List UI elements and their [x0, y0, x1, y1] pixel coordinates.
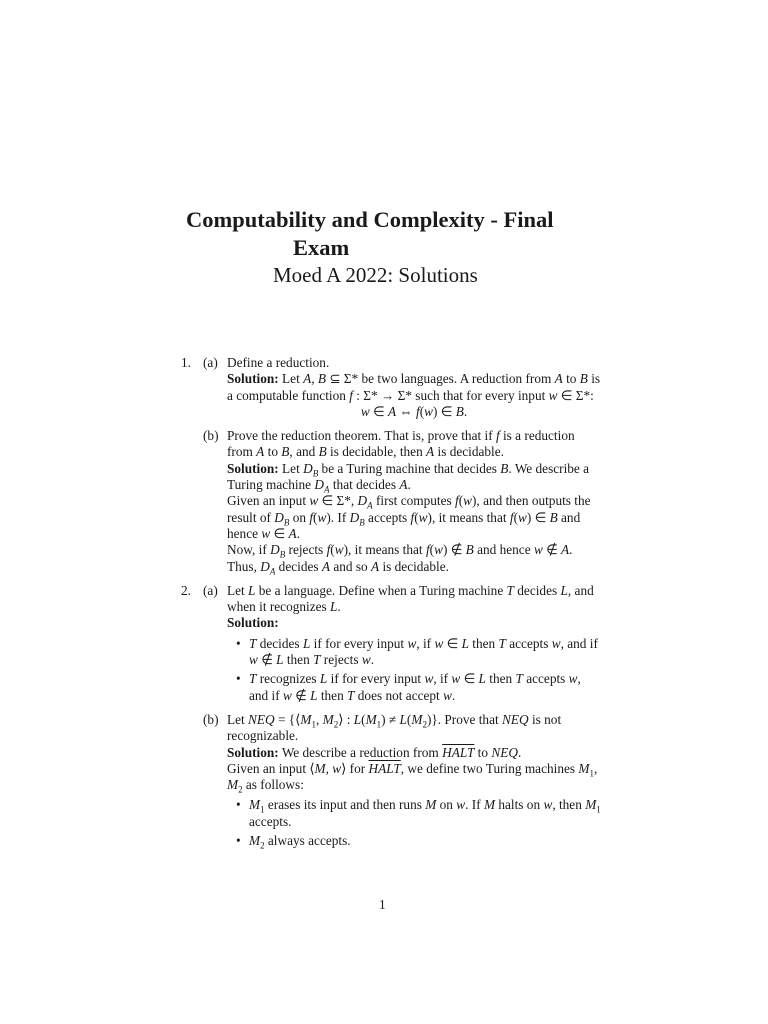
solution-label: Solution: — [227, 460, 279, 476]
part-label: (b) — [203, 428, 219, 444]
question-2b-prompt: Let NEQ = {$⟨M_1$, $M_2⟩$ : $L(M_1) \ne L(M_2)$}. Prove that NEQ is not recognizable. — [227, 711, 562, 744]
definition-list — [227, 636, 601, 704]
title-line-2: Exam — [293, 235, 350, 260]
part-label: (b) — [203, 711, 219, 727]
question-1b-prompt: Prove the reduction theorem. That is, prove that if f is a reduction from A to B, and B is decidable, then A is decidable. — [227, 428, 575, 460]
part-label: (a) — [203, 582, 218, 598]
question-1a-prompt: Define a reduction. — [227, 355, 330, 370]
document-body — [181, 355, 601, 857]
question-1 — [181, 355, 601, 575]
question-1-number: 1. — [181, 355, 191, 370]
question-2-number: 2. — [181, 582, 191, 598]
list-item: • T decides L if for every input w, if w ∈ L then T accepts w, and if w ∉ L then T rejects w. — [249, 636, 601, 669]
question-1a-solution: Solution: Let A, B ⊆ Σ* be two languages. A reduction from A to B is a computable function f : Σ* → Σ* such that for every input w ∈ Σ*: — [227, 371, 601, 403]
solution-label: Solution: — [227, 615, 279, 631]
question-1b — [203, 428, 601, 577]
question-2a-prompt: Let L be a language. Define when a Turing machine T decides L, and when it recognizes L. — [227, 582, 594, 615]
question-2a — [203, 582, 601, 704]
question-2b — [203, 711, 601, 851]
question-1a — [203, 355, 601, 420]
document-title — [186, 206, 606, 262]
question-2b-solution: Solution: We describe a reduction from HALT to NEQ. Given an input ⟨M, w⟩ for HALT, we define two Turing machines $M_1$, $M_2$ as follows: • $M_1$ erases its input and then runs M on w. If M halts on w, then $M_1$ accepts. • $M_2$ always accepts. — [227, 745, 601, 850]
question-2a-solution — [227, 615, 601, 703]
solution-label: Solution: — [227, 744, 279, 760]
list-item: • $M_1$ erases its input and then runs M on w. If M halts on w, then $M_1$ accepts. — [249, 797, 601, 830]
title-line-1: Computability and Complexity - Final — [186, 207, 554, 232]
list-item: • $M_2$ always accepts. — [249, 833, 601, 849]
reduction-formula: w ∈ A ⇔ f(w) ∈ B. — [360, 403, 468, 419]
page-number: 1 — [379, 897, 386, 912]
machine-list — [227, 797, 601, 849]
question-1b-solution: Solution: Let $D_B$ be a Turing machine that decides B. We describe a Turing machine $D_A$ that decides A. Given an input w ∈ Σ*, $D_A$ first computes f(w), and then outputs the result of $D_B$ on f(w). If $D_B$ accepts f(w), it means that f(w) ∈ B and hence w ∈ A. Now, if $D_B$ rejects f(w), it means that f(w) ∉ B and hence w ∉ A. Thus, $D_A$ decides A and so A is decidable. — [227, 460, 591, 577]
question-2 — [181, 583, 601, 849]
solution-label: Solution: — [227, 371, 279, 387]
part-label: (a) — [203, 355, 218, 370]
list-item: • T recognizes L if for every input w, if w ∈ L then T accepts w, and if w ∉ L then T does not accept w. — [249, 671, 601, 704]
document-subtitle: Moed A 2022: Solutions — [273, 263, 478, 287]
